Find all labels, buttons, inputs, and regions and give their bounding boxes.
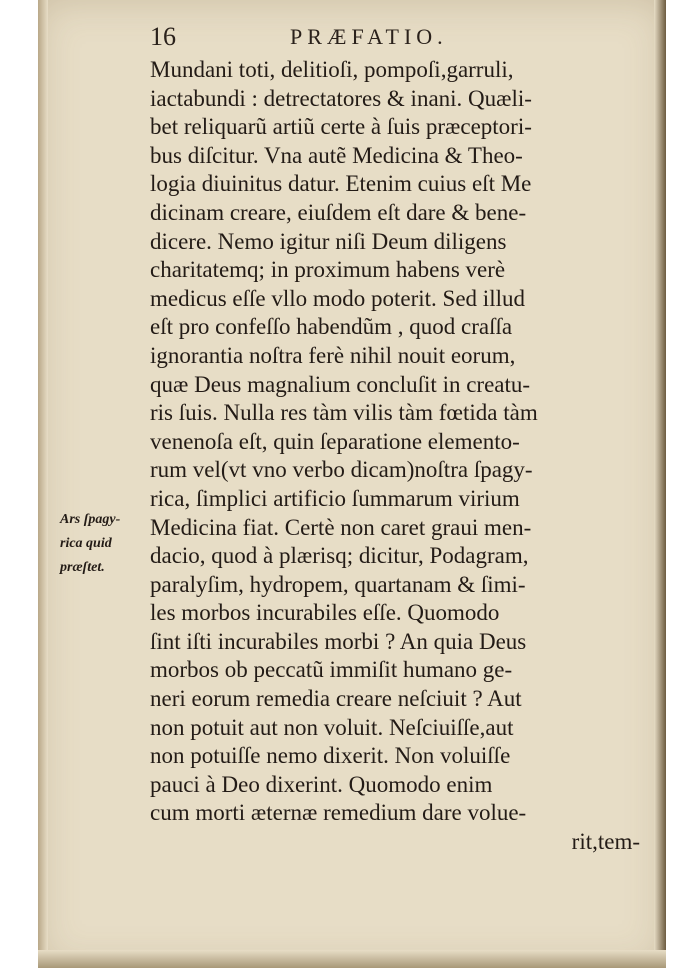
marginal-note-line: rica quid — [60, 536, 112, 551]
text-line: non potuit aut non voluit. Neſciuiſſe,aut — [150, 714, 514, 740]
text-line: Medicina fiat. Certè non caret graui men- — [150, 514, 532, 540]
text-line: dicinam creare, eiuſdem eſt dare & bene- — [150, 199, 527, 225]
text-line: non potuiſſe nemo dixerit. Non voluiſſe — [150, 743, 511, 769]
text-line: rica, ſimplici artificio ſummarum virium — [150, 485, 520, 511]
running-head: PRÆFATIO. — [290, 24, 448, 49]
page-edge — [654, 0, 666, 968]
page-header — [150, 22, 490, 54]
marginal-note — [60, 508, 146, 580]
page-gutter — [38, 0, 48, 968]
text-line: bus diſcitur. Vna autẽ Medicina & Theo- — [150, 142, 523, 168]
text-line: les morbos incurabiles eſſe. Quomodo — [150, 600, 500, 626]
text-line: neri eorum remedia creare neſciuit ? Aut — [150, 686, 522, 712]
text-line: morbos ob peccatũ immiſit humano ge- — [150, 657, 513, 683]
text-line: bet reliquarũ artiũ certe à ſuis præceptori- — [150, 114, 532, 140]
catchword-line: rit,tem- — [571, 829, 640, 855]
text-line: Mundani toti, delitioſi, pompoſi,garruli, — [150, 57, 514, 82]
text-line: dacio, quod à plærisq; dicitur, Podagram, — [150, 543, 529, 569]
marginal-note-line: Ars ſpagy- — [60, 512, 121, 527]
text-line: ris ſuis. Nulla res tàm vilis tàm fœtida tàm — [150, 400, 538, 426]
body-text — [150, 56, 640, 857]
text-line: ignorantia noſtra ferè nihil nouit eorum, — [150, 342, 516, 368]
marginal-note-line: præſtet. — [60, 560, 105, 575]
text-line: venenoſa eſt, quin ſeparatione elemento- — [150, 428, 520, 454]
text-line: medicus eſſe vllo modo poterit. Sed illud — [150, 285, 525, 311]
text-line: logia diuinitus datur. Etenim cuius eſt Me — [150, 171, 532, 197]
text-line: cum morti æternæ remedium dare volue- — [150, 800, 527, 826]
page-number: 16 — [150, 22, 176, 51]
text-line: paralyſim, hydropem, quartanam & ſimi- — [150, 571, 526, 597]
text-line: iactabundi : detrectatores & inani. Quæli- — [150, 85, 532, 111]
text-line: pauci à Deo dixerint. Quomodo enim — [150, 771, 493, 797]
text-line: rum vel(vt vno verbo dicam)noſtra ſpagy- — [150, 457, 533, 483]
text-line: ſint iſti incurabiles morbi ? An quia Deus — [150, 628, 527, 654]
text-line: eſt pro confeſſo habendũm , quod craſſa — [150, 314, 513, 340]
text-line: quæ Deus magnalium concluſit in creatu- — [150, 371, 531, 397]
text-line: charitatemq; in proximum habens verè — [150, 257, 506, 283]
text-line: dicere. Nemo igitur niſi Deum diligens — [150, 228, 507, 254]
page-bottom-edge — [38, 950, 666, 968]
